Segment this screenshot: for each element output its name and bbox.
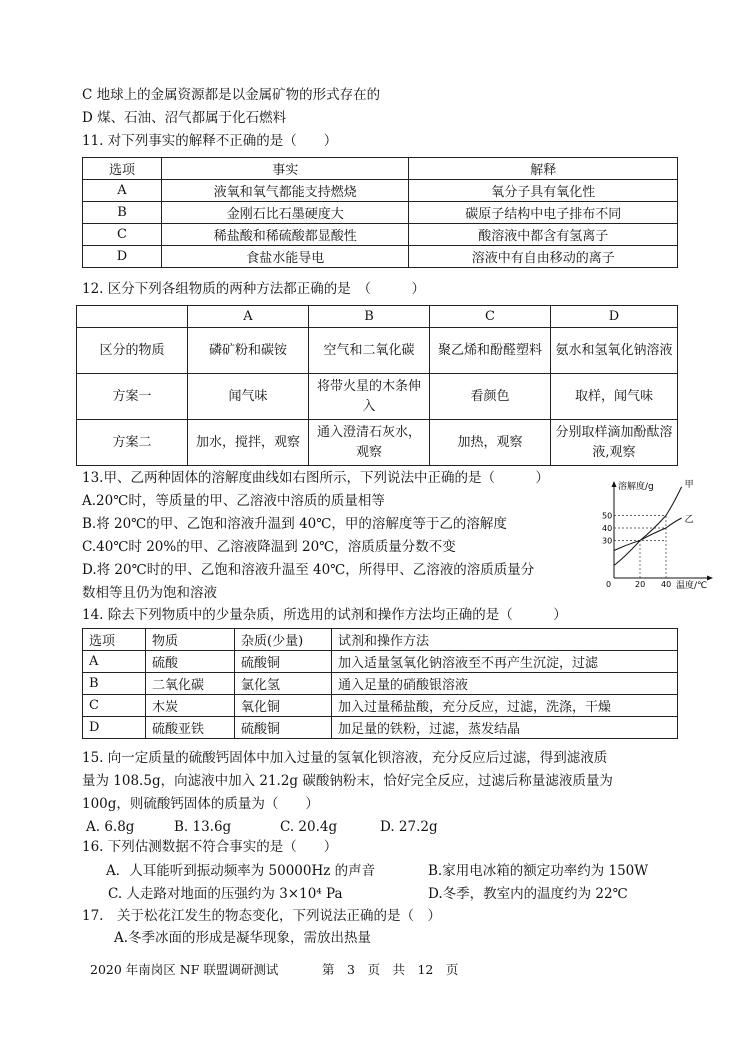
table-row — [77, 420, 678, 466]
table-cell: 闻气味 — [188, 374, 309, 420]
q14-stem: 14. 除去下列物质中的少量杂质，所选用的试剂和操作方法均正确的是（ ） — [82, 607, 567, 623]
table-cell: 区分的物质 — [77, 328, 188, 374]
q16-option-a: A．人耳能听到振动频率为 50000Hz 的声音 — [106, 863, 376, 879]
q16-stem: 16. 下列估测数据不符合事实的是（ ） — [82, 839, 338, 855]
table-cell: B — [83, 673, 146, 695]
chart-series-label: 乙 — [684, 515, 694, 525]
table-row — [83, 651, 678, 673]
q15-stem-line1: 15. 向一定质量的硫酸钙固体中加入过量的氢氧化钡溶液，充分反应后过滤，得到滤液质 — [82, 750, 608, 766]
table-row — [83, 180, 678, 202]
table-cell: B — [83, 202, 162, 224]
q10-option-c: C 地球上的金属资源都是以金属矿物的形式存在的 — [82, 87, 381, 103]
table-cell: 将带火星的木条伸入 — [309, 374, 430, 420]
table-cell: 碳原子结构中电子排布不同 — [409, 202, 678, 224]
chart-x-tick-label: 40 — [661, 580, 672, 589]
table-cell: 金刚石比石墨硬度大 — [162, 202, 409, 224]
footer-page-number: 第 3 页 共 12 页 — [322, 962, 459, 977]
table-row — [77, 374, 678, 420]
q17-stem: 17. 关于松花江发生的物态变化，下列说法正确的是（ ） — [82, 908, 441, 924]
table-cell: 通入澄清石灰水，观察 — [309, 420, 430, 466]
q15-stem-line3: 100g，则硫酸钙固体的质量为（ ） — [82, 796, 319, 812]
table-cell: 硫酸铜 — [235, 717, 332, 739]
q13-option-d-line1: D.将 20℃时的甲、乙饱和溶液升温至 40℃，所得甲、乙溶液的溶质质量分 — [82, 562, 535, 578]
q13-option-c: C.40℃时 20%的甲、乙溶液降温到 20℃，溶质质量分数不变 — [82, 539, 456, 555]
chart-ylabel: 溶解度/g — [618, 482, 654, 492]
table-cell: 取样，闻气味 — [551, 374, 678, 420]
q13-option-d-line2: 数相等且仍为饱和溶液 — [82, 585, 217, 601]
table-cell: 加水，搅拌，观察 — [188, 420, 309, 466]
q15-option-d: D. 27.2g — [380, 819, 438, 835]
table-cell: A — [83, 180, 162, 202]
table-cell: 通入足量的硝酸银溶液 — [332, 673, 678, 695]
q11-table — [82, 157, 678, 268]
table-header-cell: B — [309, 306, 430, 328]
table-cell: 氯化氢 — [235, 673, 332, 695]
table-cell: 氧化铜 — [235, 695, 332, 717]
table-cell: 液氧和氧气都能支持燃烧 — [162, 180, 409, 202]
table-cell: 二氧化碳 — [146, 673, 235, 695]
q16-option-b: B.家用电冰箱的额定功率约为 150W — [428, 863, 649, 879]
table-cell: 食盐水能导电 — [162, 246, 409, 268]
chart-series-line-甲 — [614, 487, 682, 566]
table-cell: 酸溶液中都含有氢离子 — [409, 224, 678, 246]
table-cell: 氨水和氢氧化钠溶液 — [551, 328, 678, 374]
table-cell: A — [83, 651, 146, 673]
table-cell: 木炭 — [146, 695, 235, 717]
q13-option-a: A.20℃时，等质量的甲、乙溶液中溶质的质量相等 — [82, 493, 385, 509]
q12-stem: 12. 区分下列各组物质的两种方法都正确的是 （ ） — [82, 281, 426, 297]
q16-option-c: C. 人走路对地面的压强约为 3×10⁴ Pa — [108, 886, 343, 902]
table-header-cell: 选项 — [83, 629, 146, 651]
q16-option-d: D.冬季，教室内的温度约为 22℃ — [428, 886, 628, 902]
q15-option-a: A. 6.8g — [86, 819, 135, 835]
table-cell: C — [83, 224, 162, 246]
table-cell: 看颜色 — [430, 374, 551, 420]
q10-option-d: D 煤、石油、沼气都属于化石燃料 — [82, 110, 287, 126]
q13-option-b: B.将 20℃的甲、乙饱和溶液升温到 40℃，甲的溶解度等于乙的溶解度 — [82, 516, 507, 532]
table-cell: D — [83, 246, 162, 268]
table-cell: 硫酸铜 — [235, 651, 332, 673]
table-row — [83, 224, 678, 246]
table-cell: 空气和二氧化碳 — [309, 328, 430, 374]
table-header-cell: A — [188, 306, 309, 328]
table-row — [83, 629, 678, 651]
table-cell: 氧分子具有氧化性 — [409, 180, 678, 202]
table-row — [83, 202, 678, 224]
q15-stem-line2: 量为 108.5g，向滤液中加入 21.2g 碳酸钠粉末，恰好完全反应，过滤后称量滤液质量为 — [82, 773, 613, 789]
table-header-cell: D — [551, 306, 678, 328]
solubility-chart — [600, 478, 718, 590]
chart-xlabel: 温度/℃ — [676, 581, 708, 590]
table-cell: 加入适量氢氧化钠溶液至不再产生沉淀，过滤 — [332, 651, 678, 673]
table-cell: 加足量的铁粉，过滤，蒸发结晶 — [332, 717, 678, 739]
table-cell: 硫酸 — [146, 651, 235, 673]
q15-option-b: B. 13.6g — [174, 819, 232, 835]
table-header-cell: 解释 — [409, 158, 678, 180]
table-header-cell: 杂质(少量) — [235, 629, 332, 651]
table-cell: 加热，观察 — [430, 420, 551, 466]
chart-series-label: 甲 — [684, 479, 694, 490]
chart-y-tick-label: 30 — [602, 536, 613, 546]
table-row — [83, 158, 678, 180]
table-header-cell: 选项 — [83, 158, 162, 180]
table-cell: 方案二 — [77, 420, 188, 466]
table-header-cell: 物质 — [146, 629, 235, 651]
table-cell: 聚乙烯和酚醛塑料 — [430, 328, 551, 374]
table-cell: D — [83, 717, 146, 739]
table-row — [83, 673, 678, 695]
q17-option-a: A.冬季冰面的形成是凝华现象，需放出热量 — [114, 930, 372, 946]
table-cell: 磷矿粉和碳铵 — [188, 328, 309, 374]
table-row — [77, 306, 678, 328]
q11-stem: 11. 对下列事实的解释不正确的是（ ） — [82, 133, 338, 149]
q12-table — [76, 305, 678, 466]
table-cell: 稀盐酸和稀硫酸都显酸性 — [162, 224, 409, 246]
table-cell: 方案一 — [77, 374, 188, 420]
table-cell: 溶液中有自由移动的离子 — [409, 246, 678, 268]
table-header-cell: 事实 — [162, 158, 409, 180]
q14-table — [82, 628, 678, 739]
chart-x-tick-label: 0 — [606, 580, 612, 589]
table-cell: 加入过量稀盐酸，充分反应，过滤，洗涤，干燥 — [332, 695, 678, 717]
chart-axes — [612, 481, 714, 581]
table-row — [83, 246, 678, 268]
q15-option-c: C. 20.4g — [280, 819, 338, 835]
table-row — [83, 695, 678, 717]
table-row — [83, 717, 678, 739]
q13-stem: 13.甲、乙两种固体的溶解度曲线如右图所示，下列说法中正确的是（ ） — [82, 470, 549, 486]
chart-y-tick-label: 50 — [602, 511, 613, 521]
table-header-cell: C — [430, 306, 551, 328]
table-cell: C — [83, 695, 146, 717]
chart-x-tick-label: 20 — [635, 580, 646, 589]
table-header-cell — [77, 306, 188, 328]
table-cell: 硫酸亚铁 — [146, 717, 235, 739]
chart-y-tick-label: 40 — [602, 524, 613, 533]
table-row — [77, 328, 678, 374]
footer-exam-title: 2020 年南岗区 NF 联盟调研测试 — [90, 962, 279, 977]
table-header-cell: 试剂和操作方法 — [332, 629, 678, 651]
table-cell: 分别取样滴加酚酞溶液,观察 — [551, 420, 678, 466]
